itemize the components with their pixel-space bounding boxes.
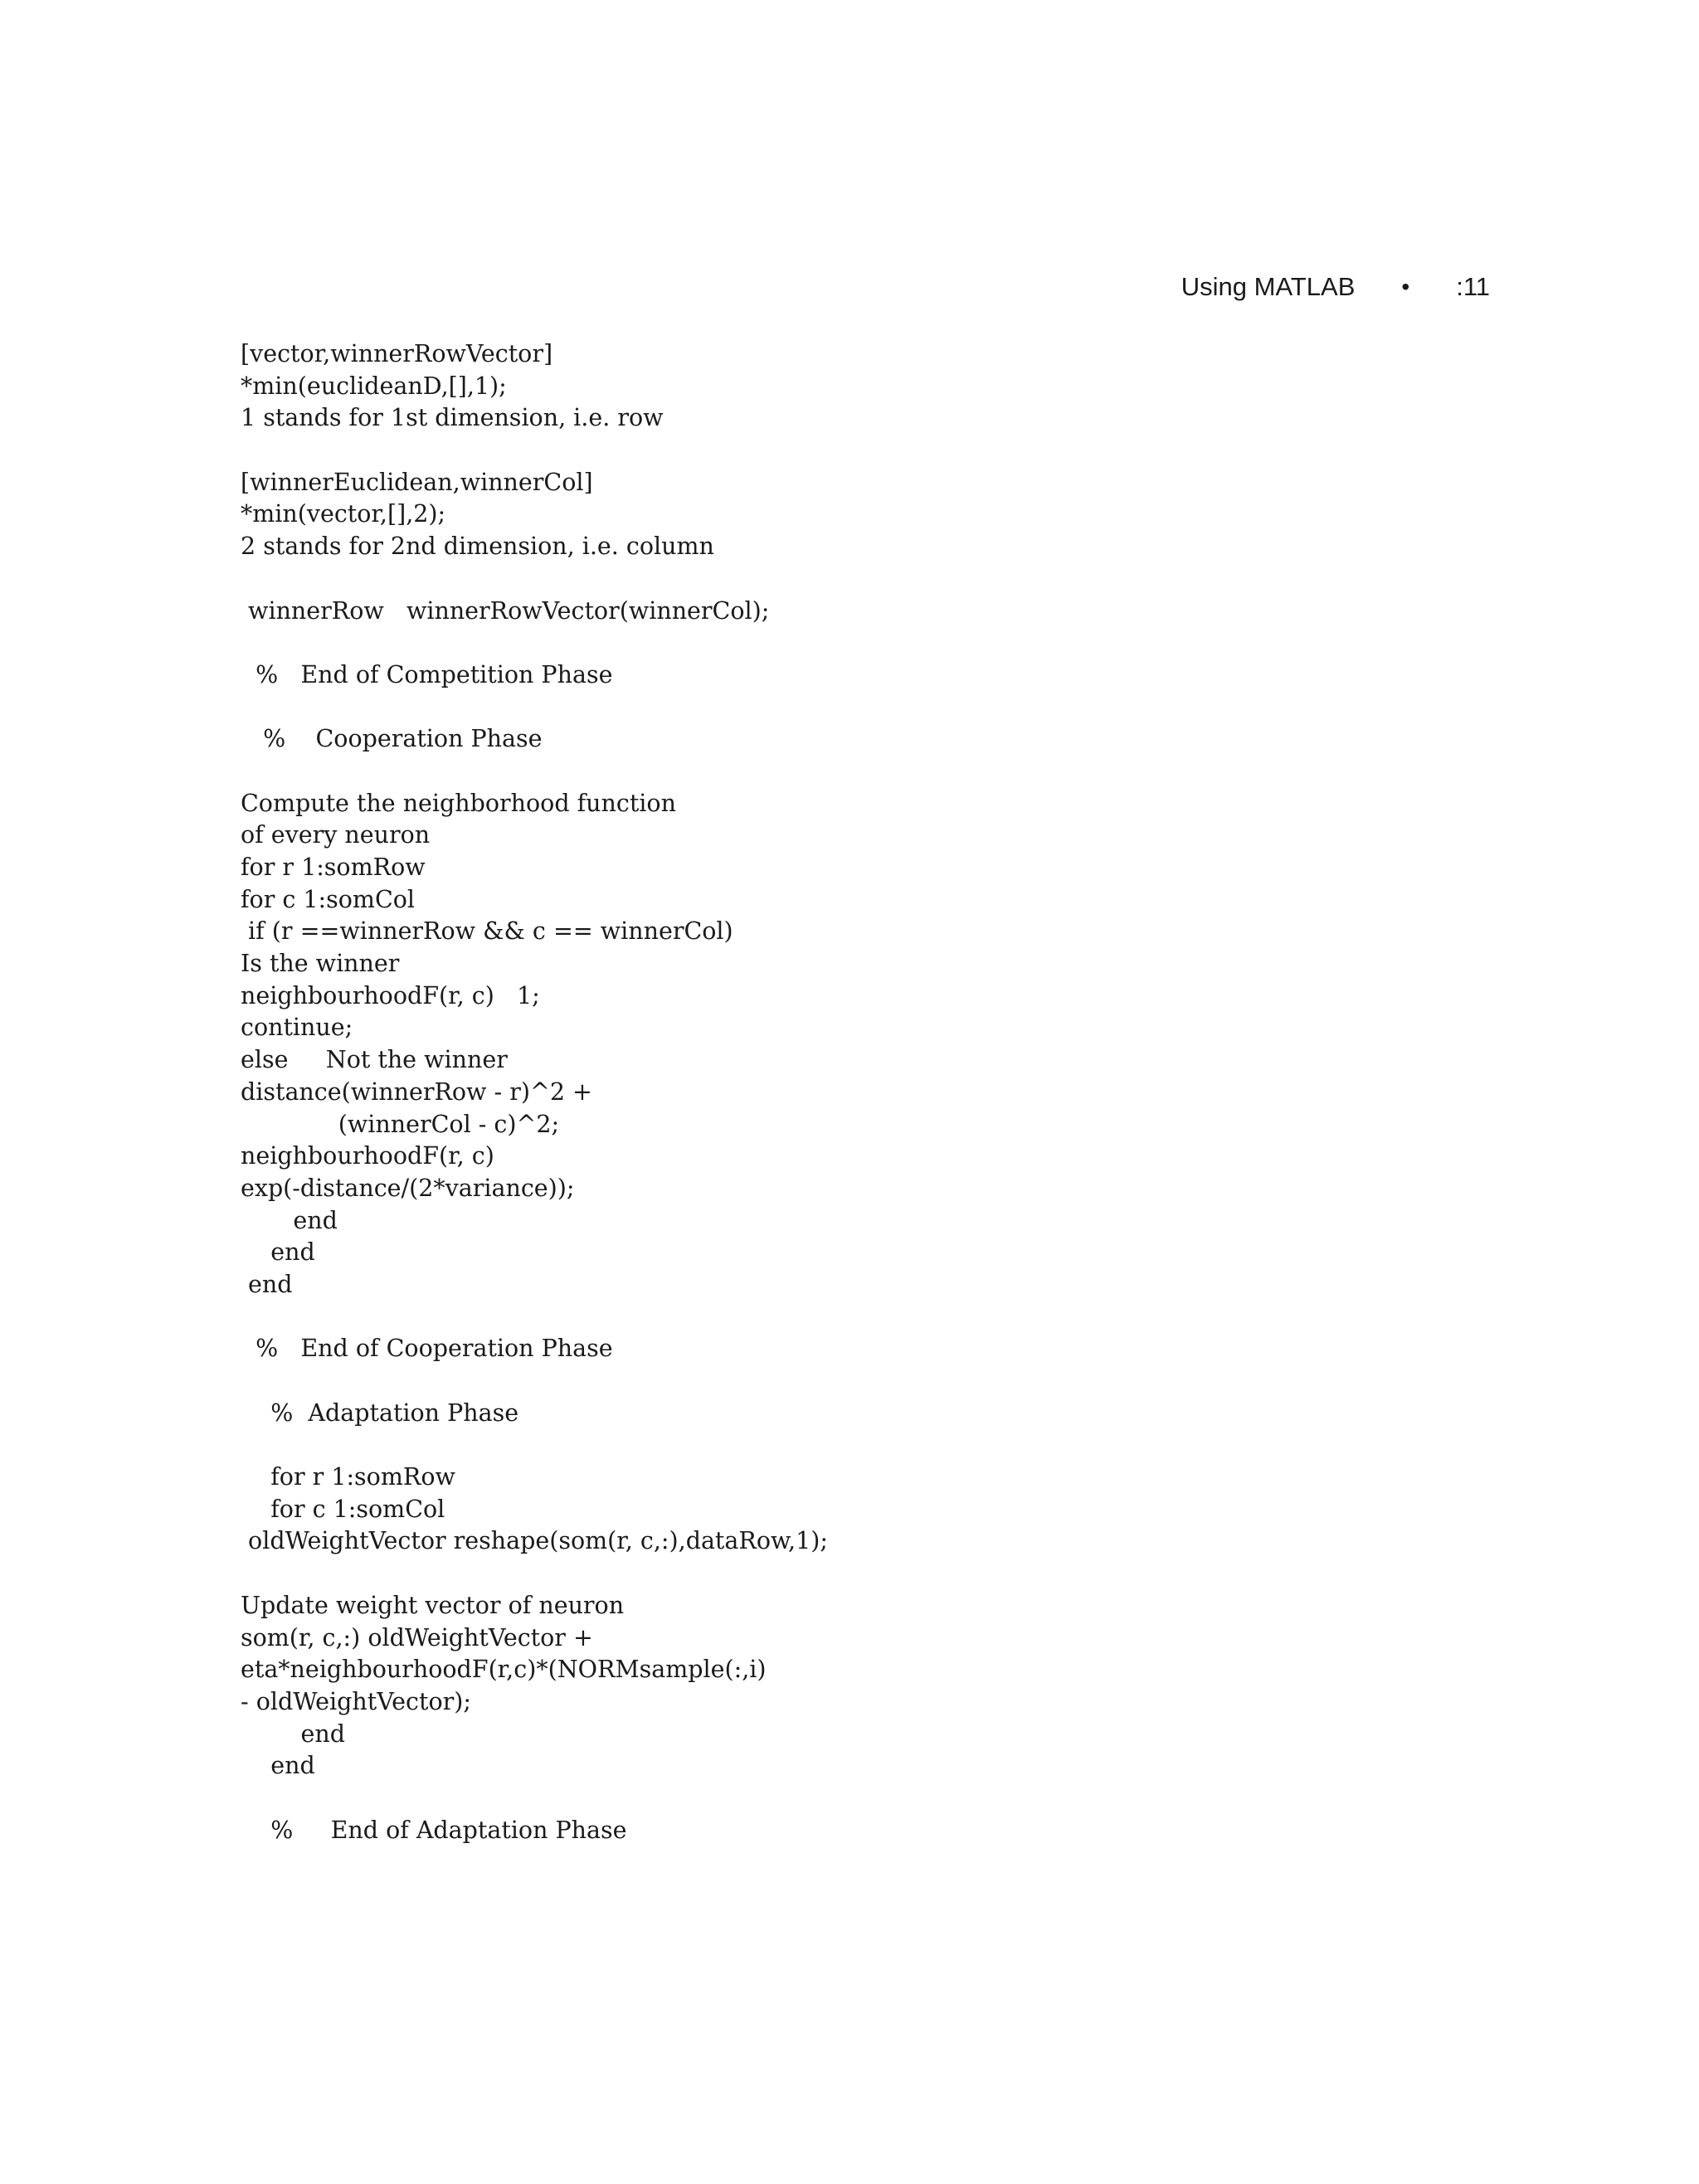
code-listing <box>241 338 828 1846</box>
code-line <box>241 1429 828 1462</box>
code-line: % Cooperation Phase <box>241 725 543 753</box>
code-line: of every neuron <box>241 821 431 849</box>
code-line: som(r, c,:) oldWeightVector + <box>241 1623 593 1651</box>
code-line: (winnerCol - c)^2; <box>241 1110 560 1138</box>
code-line: % End of Competition Phase <box>241 660 613 688</box>
header-separator: • <box>1401 274 1410 299</box>
code-line <box>241 563 828 596</box>
code-line: if (r ==winnerRow && c == winnerCol) <box>241 917 733 946</box>
section-title: Using MATLAB <box>1181 272 1356 301</box>
code-line: [vector,winnerRowVector] <box>241 340 553 367</box>
code-line: - oldWeightVector); <box>241 1687 471 1715</box>
code-line: for c 1:somCol <box>241 885 416 913</box>
code-line: % End of Adaptation Phase <box>241 1816 627 1844</box>
code-line: [winnerEuclidean,winnerCol] <box>241 468 593 496</box>
page-number: :11 <box>1456 272 1490 301</box>
code-line: *min(vector,[],2); <box>241 500 446 528</box>
code-line: distance(winnerRow - r)^2 + <box>241 1077 592 1106</box>
code-line: end <box>241 1270 293 1298</box>
code-line <box>241 1301 828 1334</box>
code-line <box>241 1365 828 1398</box>
code-line: for r 1:somRow <box>241 1463 455 1491</box>
code-line: eta*neighbourhoodF(r,c)*(NORMsample(:,i) <box>241 1656 767 1684</box>
code-line <box>241 627 828 659</box>
code-line <box>241 692 828 724</box>
code-line: % Adaptation Phase <box>241 1398 519 1427</box>
code-line: oldWeightVector reshape(som(r, c,:),dataRow,1); <box>241 1527 828 1555</box>
code-line <box>241 1783 828 1815</box>
code-line: end <box>241 1238 315 1267</box>
code-line: exp(-distance/(2*variance)); <box>241 1174 575 1202</box>
running-header <box>1181 270 1490 304</box>
code-line: continue; <box>241 1014 353 1042</box>
code-line: for r 1:somRow <box>241 854 426 881</box>
code-line: for c 1:somCol <box>241 1495 445 1523</box>
code-line: end <box>241 1752 315 1780</box>
code-line: neighbourhoodF(r, c) <box>241 1142 494 1170</box>
code-line: Update weight vector of neuron <box>241 1591 625 1619</box>
code-line: 1 stands for 1st dimension, i.e. row <box>241 404 664 432</box>
code-line: 2 stands for 2nd dimension, i.e. column <box>241 533 714 561</box>
code-line: winnerRow winnerRowVector(winnerCol); <box>241 596 770 625</box>
code-line: neighbourhoodF(r, c) 1; <box>241 981 540 1009</box>
code-line <box>241 435 828 467</box>
code-line <box>241 1558 828 1590</box>
code-line: end <box>241 1206 338 1234</box>
code-line: end <box>241 1719 345 1748</box>
code-line: Compute the neighborhood function <box>241 789 676 817</box>
code-line <box>241 756 828 788</box>
code-line: Is the winner <box>241 950 400 978</box>
code-line: % End of Cooperation Phase <box>241 1335 613 1363</box>
code-line: else Not the winner <box>241 1046 508 1074</box>
code-line: *min(euclideanD,[],1); <box>241 372 507 400</box>
